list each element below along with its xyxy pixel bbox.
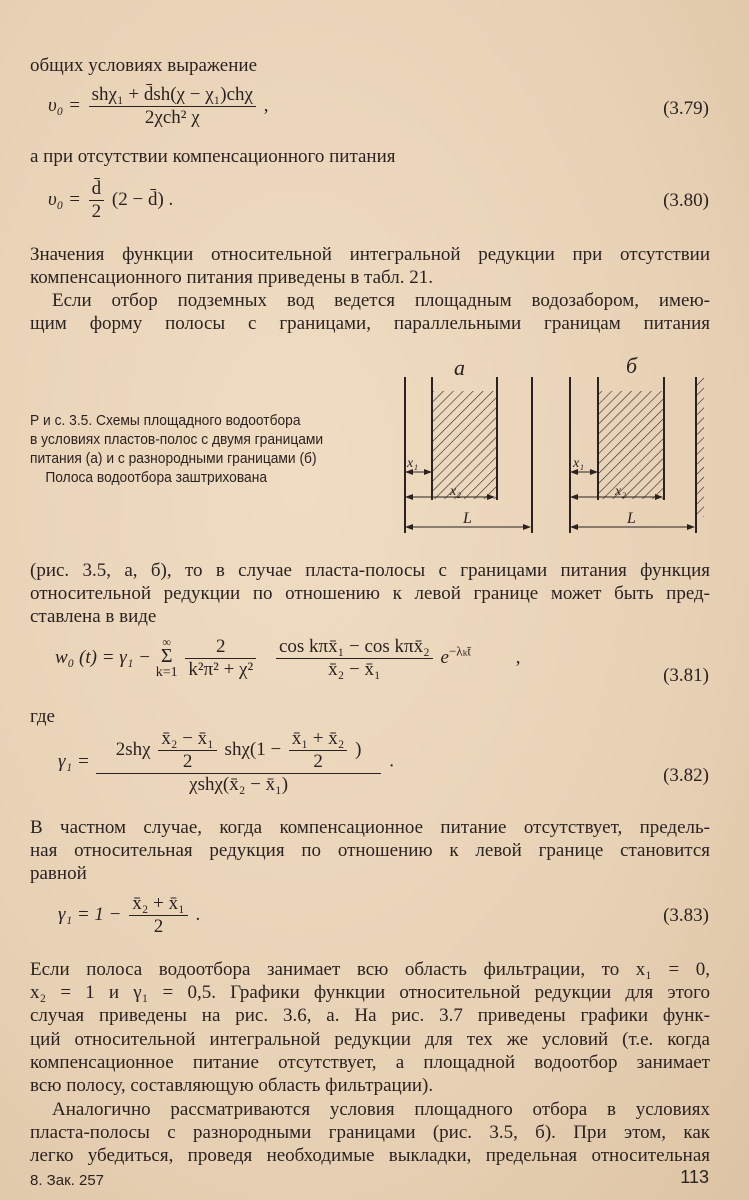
diagram-b (570, 377, 704, 533)
eq-denominator: x̄₂ − x̄₁ (328, 659, 381, 680)
label-x2: x₂ (450, 484, 462, 499)
equation-3-81 (55, 636, 520, 681)
figure-3-5-diagram (390, 355, 720, 545)
text-line: щим форму полосы с границами, параллельными границам питания (30, 313, 710, 334)
label-b: б (626, 355, 638, 378)
eq-part: shχ(1 − (224, 738, 282, 760)
text-line: равной (30, 863, 87, 884)
text-line: ставлена в виде (30, 606, 157, 627)
equation-3-83 (58, 893, 200, 938)
eq-tail: . (389, 750, 394, 772)
eq-numerator: x̄₂ + x̄₁ (129, 893, 187, 916)
sum-lower: k=1 (155, 664, 178, 680)
text-line: (рис. 3.5, а, б), то в случае пласта-полосы с границами питания функция (30, 560, 710, 581)
text-line: ная относительная редукция по отношению к левой границе становится (30, 840, 710, 861)
text-line: где (30, 706, 55, 727)
label-a: а (454, 355, 465, 380)
eq-lhs: w₀ (t) = γ₁ − (55, 646, 151, 668)
page-number: 113 (680, 1167, 709, 1187)
figure-caption: Полоса водоотбора заштрихована (30, 469, 268, 486)
label-x2: x₂ (615, 484, 627, 499)
eq-denominator: k²π² + χ² (188, 659, 254, 680)
eq-tail: . (195, 903, 201, 925)
equation-number: (3.80) (663, 190, 709, 211)
text-line: Значения функции относительной интегральной редукции при отсутствии (30, 244, 710, 265)
equation-3-80 (48, 178, 173, 223)
text-line: x₂ = 1 и γ₁ = 0,5. Графики функции относительной редукции для этого (30, 982, 710, 1003)
equation-number: (3.81) (663, 665, 709, 686)
text-line: общих условиях выражение (30, 55, 258, 76)
sum-upper: ∞ (162, 634, 171, 649)
eq-tail: , (515, 646, 521, 668)
text-line: относительной редукции по отношению к левой границе может быть пред- (30, 583, 710, 604)
equation-3-82 (58, 728, 394, 796)
eq-exp: e (440, 646, 449, 668)
text-line: компенсационное питание отсутствует, а площадной водоотбор занимает (30, 1052, 710, 1073)
sum-sign: Σ (160, 644, 173, 667)
eq-numerator: x̄₁ + x̄₂ (289, 728, 347, 751)
label-L: L (627, 510, 636, 527)
text-line: компенсационного питания приведены в табл. 21. (30, 267, 433, 288)
printer-signature: 8. Зак. 257 (30, 1172, 105, 1189)
eq-part: ) (355, 738, 362, 760)
text-line: Если полоса водоотбора занимает всю область фильтрации, то x₁ = 0, (30, 959, 710, 980)
eq-denominator: 2 (182, 751, 193, 772)
text-line: пласта-полосы с разнородными границами (рис. 3.5, б). При этом, как (30, 1122, 710, 1143)
eq-denominator: 2χch² χ (144, 107, 200, 128)
text-line: всю полосу, составляющую область фильтрации). (30, 1075, 434, 1096)
eq-denominator: 2 (91, 201, 102, 222)
eq-lhs: υ₀ = (48, 188, 81, 210)
label-x1: x₁ (573, 456, 585, 471)
eq-numerator: shχ₁ + d̄sh(χ − χ₁)chχ (89, 84, 256, 107)
eq-numerator: 2 (185, 636, 256, 659)
eq-lhs: υ₀ = (48, 94, 81, 116)
eq-numerator: x̄₂ − x̄₁ (158, 728, 216, 751)
eq-tail: , (263, 94, 269, 116)
eq-denominator: χshχ(x̄₂ − x̄₁) (189, 774, 289, 795)
text-line: ций относительной интегральной редукции для тех же условий (т.е. когда (30, 1029, 710, 1050)
eq-denominator: 2 (153, 916, 164, 937)
eq-exponent: −λₖt̄ (448, 643, 471, 659)
text-line: легко убедиться, проведя необходимые выкладки, предельная относительная (30, 1145, 710, 1166)
figure-caption: питания (а) и с разнородными границами (б) (30, 450, 317, 467)
eq-numerator: d̄ (89, 178, 105, 201)
equation-number: (3.79) (663, 98, 709, 119)
equation-number: (3.83) (663, 905, 709, 926)
eq-lhs: γ₁ = (58, 751, 90, 772)
equation-3-79 (48, 84, 268, 129)
text-line: Аналогично рассматриваются условия площадного отбора в условиях (52, 1099, 710, 1120)
label-L: L (463, 510, 472, 527)
text-line: а при отсутствии компенсационного питания (30, 146, 396, 167)
label-x1: x₁ (407, 456, 419, 471)
eq-denominator: 2 (313, 751, 323, 772)
text-line: В частном случае, когда компенсационное питание отсутствует, предель- (30, 817, 710, 838)
text-line: случая приведены на рис. 3.6, а. На рис. 3.7 приведены графики функ- (30, 1005, 710, 1026)
figure-caption: в условиях пластов-полос с двумя границами (30, 431, 324, 448)
text-line: Если отбор подземных вод ведется площадным водозабором, имею- (52, 290, 710, 311)
eq-rest: (2 − d̄) . (111, 188, 174, 210)
eq-part: 2shχ (115, 738, 151, 760)
eq-numerator: cos kπx̄₁ − cos kπx̄₂ (276, 636, 433, 659)
equation-number: (3.82) (663, 765, 709, 786)
figure-caption: Р и с. 3.5. Схемы площадного водоотбора (30, 412, 301, 429)
eq-lhs: γ₁ = 1 − (58, 903, 122, 925)
eq-numerator (96, 728, 382, 774)
